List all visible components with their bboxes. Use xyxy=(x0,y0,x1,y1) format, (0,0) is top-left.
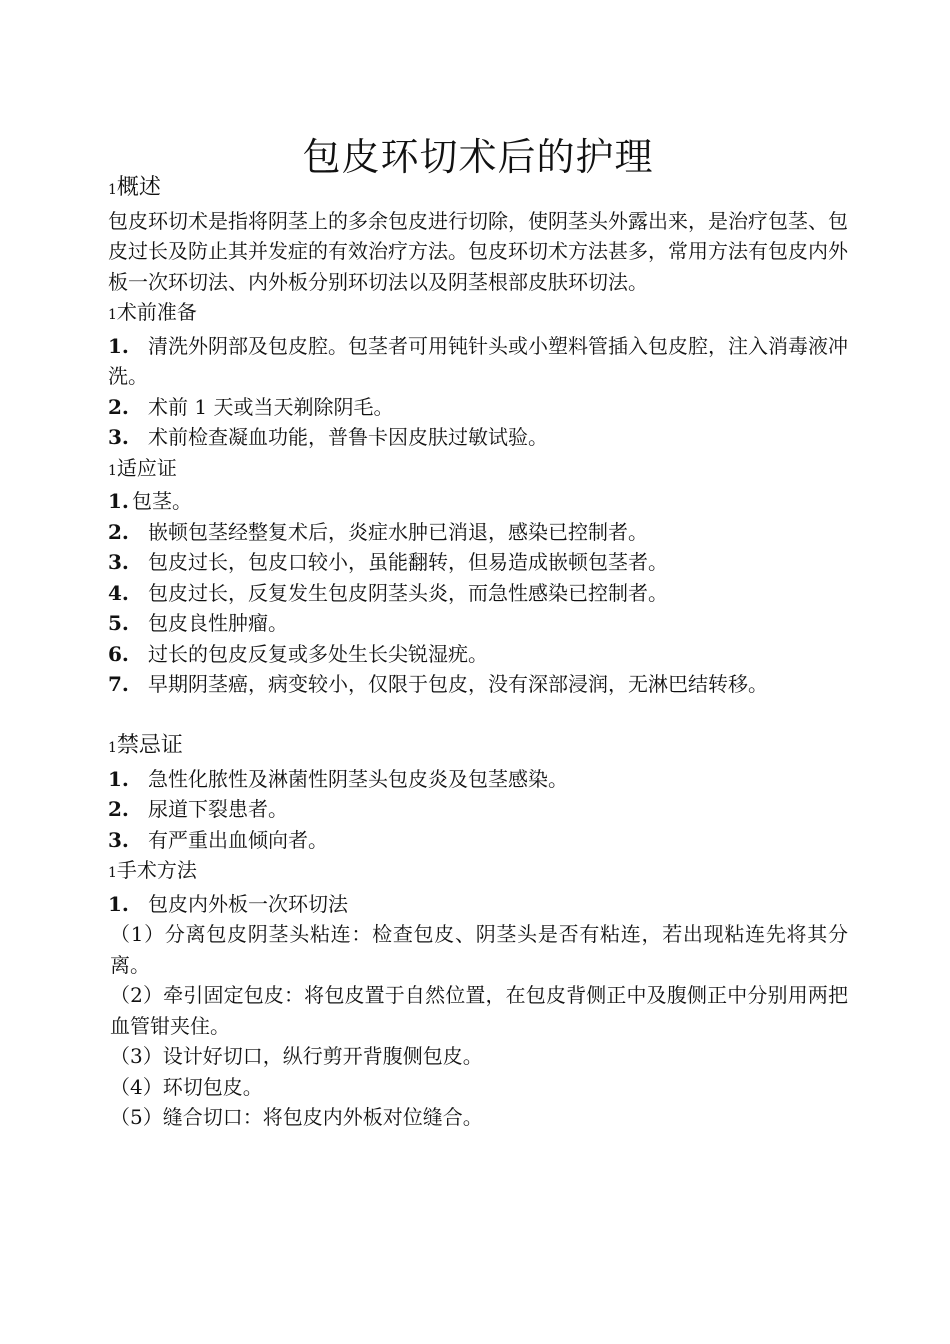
section-heading-prep xyxy=(108,297,848,331)
list-item xyxy=(108,639,848,670)
section-heading-overview xyxy=(108,172,848,206)
list-item-number: 1. xyxy=(108,766,129,791)
section-heading-contraindications xyxy=(108,730,848,764)
list-item-text: 包皮过长，反复发生包皮阴茎头炎，而急性感染已控制者。 xyxy=(148,580,668,605)
list-item-text: 包皮过长，包皮口较小，虽能翻转，但易造成嵌顿包茎者。 xyxy=(148,550,668,574)
list-item-text: 包皮内外板一次环切法 xyxy=(148,891,348,916)
section-number: 1 xyxy=(108,740,117,756)
list-item xyxy=(108,825,848,856)
list-item xyxy=(108,486,848,517)
list-item xyxy=(108,331,848,392)
list-item-number: 2. xyxy=(108,519,129,544)
list-item-text: 急性化脓性及淋菌性阴茎头包皮炎及包茎感染。 xyxy=(148,766,568,791)
list-item-text: 早期阴茎癌，病变较小，仅限于包皮，没有深部浸润，无淋巴结转移。 xyxy=(148,672,768,696)
list-item xyxy=(108,608,848,639)
method-step: （4）环切包皮。 xyxy=(110,1074,263,1099)
list-item-number: 7. xyxy=(108,672,129,696)
document-title: 包皮环切术后的护理 xyxy=(302,135,654,180)
list-item-text: 术前检查凝血功能，普鲁卡因皮肤过敏试验。 xyxy=(148,425,548,449)
section-heading-text: 术前准备 xyxy=(116,300,197,324)
blank-line xyxy=(108,700,848,731)
section-heading-text: 手术方法 xyxy=(116,858,197,882)
list-item xyxy=(108,422,848,453)
list-item-number: 3. xyxy=(108,550,129,574)
list-item-text: 包茎。 xyxy=(132,489,192,513)
method-step: （2）牵引固定包皮：将包皮置于自然位置，在包皮背侧正中及腹侧正中分别用两把血管钳夹住。 xyxy=(110,983,848,1038)
list-item xyxy=(108,578,848,609)
method-step: （5）缝合切口：将包皮内外板对位缝合。 xyxy=(110,1105,483,1129)
section-number: 1 xyxy=(108,462,117,479)
list-item-number: 1. xyxy=(108,489,129,513)
list-item-number: 1. xyxy=(108,891,129,916)
list-item-text: 清洗外阴部及包皮腔。包茎者可用钝针头或小塑料管插入包皮腔，注入消毒液冲洗。 xyxy=(108,333,848,388)
document-body xyxy=(108,172,848,1133)
list-item xyxy=(108,669,848,700)
method-step: （1）分离包皮阴茎头粘连：检查包皮、阴茎头是否有粘连，若出现粘连先将其分离。 xyxy=(110,922,848,977)
list-item-number: 5. xyxy=(108,611,129,635)
section-heading-indications xyxy=(108,453,848,487)
list-item-number: 3. xyxy=(108,827,129,852)
section-number: 1 xyxy=(108,182,117,198)
list-item xyxy=(108,764,848,795)
section-number: 1 xyxy=(108,865,117,881)
list-item xyxy=(108,392,848,423)
list-item-number: 2. xyxy=(108,394,129,419)
list-item xyxy=(108,547,848,578)
list-item-text: 过长的包皮反复或多处生长尖锐湿疣。 xyxy=(148,641,488,666)
method-step: （3）设计好切口，纵行剪开背腹侧包皮。 xyxy=(110,1044,483,1068)
list-item xyxy=(108,889,848,920)
list-item-text: 包皮良性肿瘤。 xyxy=(148,611,288,635)
list-item-number: 4. xyxy=(108,580,129,605)
section-heading-text: 禁忌证 xyxy=(116,733,183,758)
section-heading-text: 适应证 xyxy=(116,455,177,480)
list-item-number: 1. xyxy=(108,333,129,358)
list-item-number: 6. xyxy=(108,641,129,666)
list-item-text: 尿道下裂患者。 xyxy=(148,797,288,821)
section-number: 1 xyxy=(108,307,117,323)
section-heading-text: 概述 xyxy=(116,175,161,200)
list-item-number: 2. xyxy=(108,797,129,821)
list-item xyxy=(108,794,848,825)
list-item xyxy=(108,517,848,548)
list-item-number: 3. xyxy=(108,425,129,449)
list-item-text: 有严重出血倾向者。 xyxy=(148,827,328,852)
list-item-text: 嵌顿包茎经整复术后，炎症水肿已消退，感染已控制者。 xyxy=(148,519,648,544)
section-heading-methods xyxy=(108,855,848,889)
overview-paragraph: 包皮环切术是指将阴茎上的多余包皮进行切除，使阴茎头外露出来，是治疗包茎、包皮过长及防止其并发症的有效治疗方法。包皮环切术方法甚多，常用方法有包皮内外板一次环切法、内外板分别环切法以及阴茎根部皮肤环切法。 xyxy=(108,208,848,294)
list-item-text: 术前 1 天或当天剃除阴毛。 xyxy=(148,394,394,419)
